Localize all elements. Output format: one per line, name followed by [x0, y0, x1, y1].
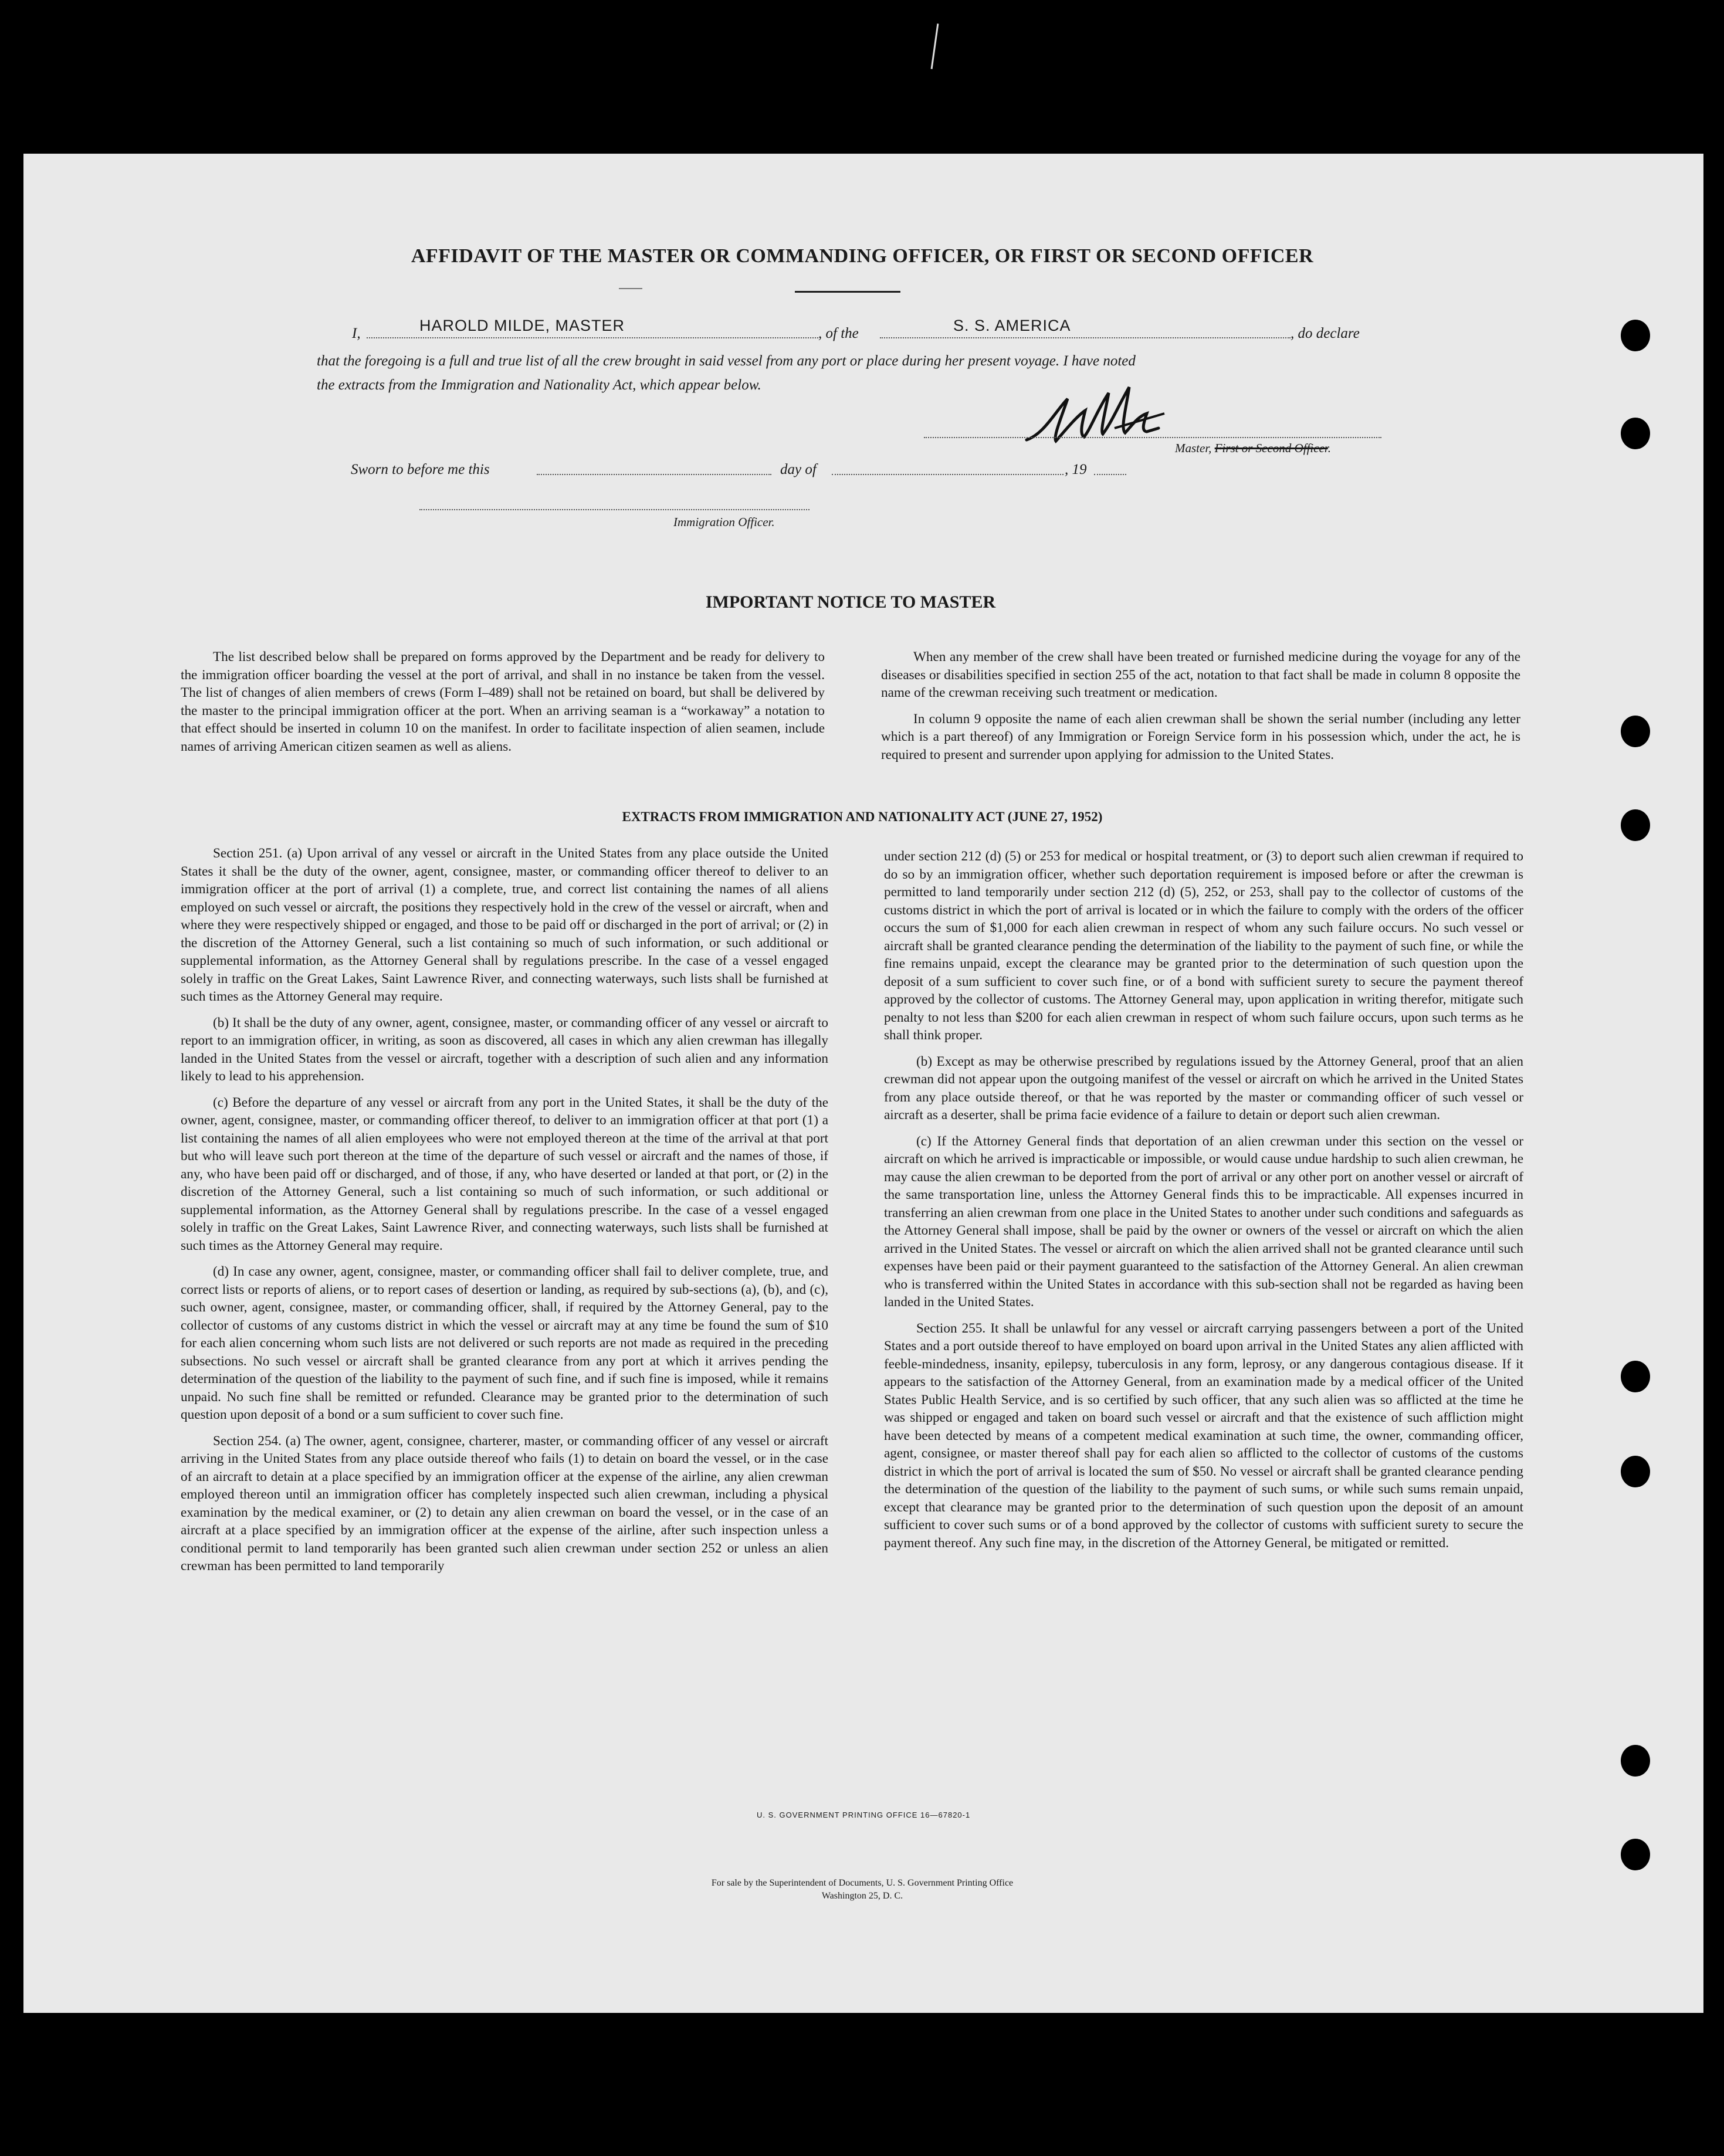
scan-mark — [931, 23, 939, 69]
statement-line-1: that the foregoing is a full and true list of all the crew brought in said vessel from any port or place during her present voyage. I have noted — [317, 353, 1136, 369]
vessel-name-field: S. S. AMERICA — [953, 317, 1071, 334]
i-label: I, — [352, 326, 361, 341]
extracts-heading: EXTRACTS FROM IMMIGRATION AND NATIONALITY ACT (JUNE 27, 1952) — [622, 809, 1103, 824]
extracts-right-column — [884, 848, 1523, 1552]
binder-hole — [1621, 716, 1650, 747]
year-label: , 19 — [1065, 462, 1087, 477]
binder-hole — [1621, 1456, 1650, 1487]
notice-heading: IMPORTANT NOTICE TO MASTER — [705, 592, 996, 612]
title-divider — [795, 291, 900, 293]
affidavit-title: AFFIDAVIT OF THE MASTER OR COMMANDING OFFICER, OR FIRST OR SECOND OFFICER — [411, 245, 1314, 267]
section-251b: (b) It shall be the duty of any owner, agent, consignee, master, or commanding officer of any vessel or aircraft to report to an immigration officer, in writing, as soon as discovered, all cases in which any alien crewman has illegally landed in the United States from the vessel or aircraft, together with a description of such alien and any information likely to lead to his apprehension. — [181, 1015, 828, 1084]
binder-hole — [1621, 418, 1650, 449]
binder-hole — [1621, 1361, 1650, 1392]
officer-caption-end: . — [1327, 441, 1331, 455]
minor-divider — [619, 288, 642, 289]
vessel-dotline — [880, 337, 1291, 338]
section-254a-continued: under section 212 (d) (5) or 253 for medical or hospital treatment, or (3) to deport such alien crewman if required to do so by an immigration officer, whether such deportation requirement is imposed before or after the crewman is permitted to land temporarily under section 212 (d) (5), 252, or 253, shall pay to the collector of customs of the customs district in which the port of arrival is located or in which the failure to comply with the orders of the officer occurs the sum of $1,000 for each alien crewman in respect of whom any such failure occurs. No such vessel or aircraft shall be granted clearance pending the determination of the liability to the payment of such fine, or while the fine remains unpaid, except the clearance may be granted prior to the determination of such question upon the deposit of a sum sufficient to cover such fine, or of a bond with sufficient surety to secure the payment thereof approved by the collector of customs. The Attorney General may, upon application in writing therefor, mitigate such penalty to not less than $200 for each alien crewman in respect of whom such failure occurs, upon such terms as he shall think proper. — [884, 849, 1523, 1043]
notice-left-paragraph: The list described below shall be prepared on forms approved by the Department and be ready for delivery to the immigration officer boarding the vessel at the port of arrival, and shall in no instance be taken from the vessel. The list of changes of alien members of crews (Form I–489) shall not be retained on board, but shall be delivered by the master to the principal immigration officer at the port. When an arriving seaman is a “workaway” a notation to that effect should be inserted in column 10 on the manifest. In order to facilitate inspection of alien seamen, include names of arriving American citizen seamen as well as aliens. — [181, 649, 825, 754]
binder-hole — [1621, 1745, 1650, 1777]
immigration-officer-dotline — [419, 509, 809, 510]
section-255: Section 255. It shall be unlawful for any vessel or aircraft carrying passengers between a port of the United States and a port outside thereof to have employed on board upon arrival in the United States any alien afflicted with feeble-mindedness, insanity, epilepsy, tuberculosis in any form, leprosy, or any dangerous contagious disease. If it appears to the satisfaction of the Attorney General, from an examination made by a medical officer of the United States Public Health Service, and is so certified by such officer, that any such alien was so afflicted at the time he was shipped or engaged and taken on board such vessel or aircraft and that the existence of such affliction might have been detected by means of a competent medical examination at such time, the owner, commanding officer, agent, consignee, or master thereof shall pay for each alien so afflicted to the collector of customs of the customs district in which the port of arrival is located the sum of $50. No vessel or aircraft shall be granted clearance pending the determination of the question of the liability to the payment of such sums, or while such sums remain unpaid, except that clearance may be granted prior to the determination of such question upon the deposit of an amount sufficient to cover such sums or of a bond approved by the collector of customs with sufficient surety to secure the payment thereof. Any such fine may, in the discretion of the Attorney General, be mitigated or remitted. — [884, 1320, 1523, 1551]
printing-office-line: U. S. GOVERNMENT PRINTING OFFICE 16—67820-1 — [757, 1811, 971, 1819]
notice-right-paragraph-1: When any member of the crew shall have been treated or furnished medicine during the voyage for any of the diseases or disabilities specified in section 255 of the act, notation to that fact shall be made in column 8 opposite the name of the crewman receiving such treatment or medication. — [881, 649, 1520, 700]
section-251d: (d) In case any owner, agent, consignee, master, or commanding officer shall fail to deliver complete, true, and correct lists or reports of aliens, or to report cases of desertion or landing, as required by sub-sections (a), (b), and (c), such owner, agent, consignee, master, or commanding officer, shall, if required by the Attorney General, pay to the collector of customs of any customs district in which the vessel or aircraft may at any time be found the sum of $10 for each alien concerning whom such lists are not delivered or such reports are not made as required in the preceding subsections. No such vessel or aircraft shall be granted clearance from any port at which it arrives pending the determination of the question of the liability to the payment of such fine, and if such fine is imposed, while it remains unpaid. No such fine shall be remitted or refunded. Clearance may be granted prior to the determination of such question upon deposit of a bond or a sum sufficient to cover such fine. — [181, 1264, 828, 1422]
binder-hole — [1621, 320, 1650, 351]
section-254b: (b) Except as may be otherwise prescribed by regulations issued by the Attorney General, proof that an alien crewman did not appear upon the outgoing manifest of the vessel or aircraft on which he arrived in the United States from any place outside thereof, or that he was reported by the master or commanding officer of such vessel or aircraft as a deserter, shall be prima facie evidence of a failure to detain or deport such alien crewman. — [884, 1053, 1523, 1123]
binder-hole — [1621, 1839, 1650, 1870]
sale-notice — [528, 1877, 1197, 1903]
sworn-month-dotline — [832, 474, 1063, 475]
year-dotline — [1094, 474, 1126, 475]
section-251a: Section 251. (a) Upon arrival of any vessel or aircraft in the United States from any place outside the United States it shall be the duty of the owner, agent, consignee, master, or commanding officer thereof to deliver to an immigration officer at the port of arrival (1) a complete, true, and correct list containing the names of all aliens employed on such vessel or aircraft, the positions they respectively hold in the crew of the vessel or aircraft, when and where they were respectively shipped or engaged, and those to be paid off or discharged in the port of arrival; or (2) in the discretion of the Attorney General, such a list containing so much of such information, or such additional or supplemental information, as the Attorney General shall by regulations prescribe. In the case of a vessel engaged solely in traffic on the Great Lakes, Saint Lawrence River, and connecting waterways, such lists shall be furnished at such times as the Attorney General may require. — [181, 846, 828, 1004]
sworn-day-dotline — [537, 474, 771, 475]
immigration-officer-label: Immigration Officer. — [673, 515, 775, 529]
extracts-left-column — [181, 845, 828, 1575]
notice-right-paragraph-2: In column 9 opposite the name of each alien crewman shall be shown the serial number (including any letter which is a part thereof) of any Immigration or Foreign Service form in his possession which, under the act, he is required to present and surrender upon applying for admission to the United States. — [881, 711, 1520, 762]
statement-line-2: the extracts from the Immigration and Nationality Act, which appear below. — [317, 377, 761, 393]
name-dotline — [367, 337, 818, 338]
notice-right-column — [881, 648, 1520, 764]
day-of-label: day of — [780, 462, 817, 477]
binder-hole — [1621, 809, 1650, 841]
officer-caption-master: Master, — [1175, 441, 1212, 455]
section-254c: (c) If the Attorney General finds that deportation of an alien crewman under this section on the vessel or aircraft on which he arrived is impracticable or impossible, or would cause undue hardship to such alien crewman, he may cause the alien crewman to be deported from the port of arrival or any other port on another vessel or aircraft of the same transportation line, unless the Attorney General finds this to be impracticable. All expenses incurred in transferring an alien crewman from one place in the United States to another under such conditions and safeguards as the Attorney General shall impose, shall be paid by the owner or owners of the vessel or aircraft on which the alien arrived in the United States. The vessel or aircraft on which the alien arrived shall not be granted clearance until such expenses have been paid or their payment guaranteed to the satisfaction of the Attorney General. An alien crewman who is transferred within the United States in accordance with this sub-section shall not be regarded as having been landed in the United States. — [884, 1133, 1523, 1310]
master-signature — [1021, 375, 1185, 455]
officer-caption-struck: First or Second Officer — [1214, 441, 1328, 455]
sale-line-2: Washington 25, D. C. — [821, 1891, 903, 1901]
signature-dotline — [924, 437, 1381, 438]
section-254a: Section 254. (a) The owner, agent, consignee, charterer, master, or commanding officer of any vessel or aircraft arriving in the United States from any place outside thereof who fails (1) to detain on board the vessel, or in the case of an aircraft to detain at a place specified by an immigration officer at the expense of the airline, any alien crewman employed thereon until an immigration officer has completely inspected such alien crewman, including a physical examination by the medical examiner, or (2) to detain any alien crewman on board the vessel, or in the case of an aircraft at a place specified by an immigration officer at the expense of the airline, after such inspection unless a conditional permit to land temporarily has been granted such alien crewman under section 252 or unless an alien crewman has been permitted to land temporarily — [181, 1433, 828, 1574]
of-the-label: , of the — [818, 326, 859, 341]
declare-label: , do declare — [1291, 326, 1360, 341]
sworn-label: Sworn to before me this — [351, 462, 490, 477]
notice-left-column — [181, 648, 825, 755]
sale-line-1: For sale by the Superintendent of Documents, U. S. Government Printing Office — [711, 1878, 1014, 1888]
officer-caption — [1175, 441, 1331, 456]
section-251c: (c) Before the departure of any vessel or aircraft from any port in the United States, it shall be the duty of the owner, agent, consignee, master, or commanding officer thereof, to deliver to an immigration officer at that port (1) a list containing the names of all alien employees who were not employed thereon at the time of the arrival at that port but who will leave such port thereon at the time of the departure of such vessel or aircraft and the names of those, if any, who have been paid off or discharged, and of those, if any, who have deserted or landed at that port, or (2) in the discretion of the Attorney General, such a list containing so much of such information, or such additional or supplemental information, as the Attorney General shall by regulations prescribe. In the case of a vessel engaged solely in traffic on the Great Lakes, Saint Lawrence River, and connecting waterways, such lists shall be furnished at such times as the Attorney General may require. — [181, 1094, 828, 1253]
master-name-field: HAROLD MILDE, MASTER — [419, 317, 625, 334]
